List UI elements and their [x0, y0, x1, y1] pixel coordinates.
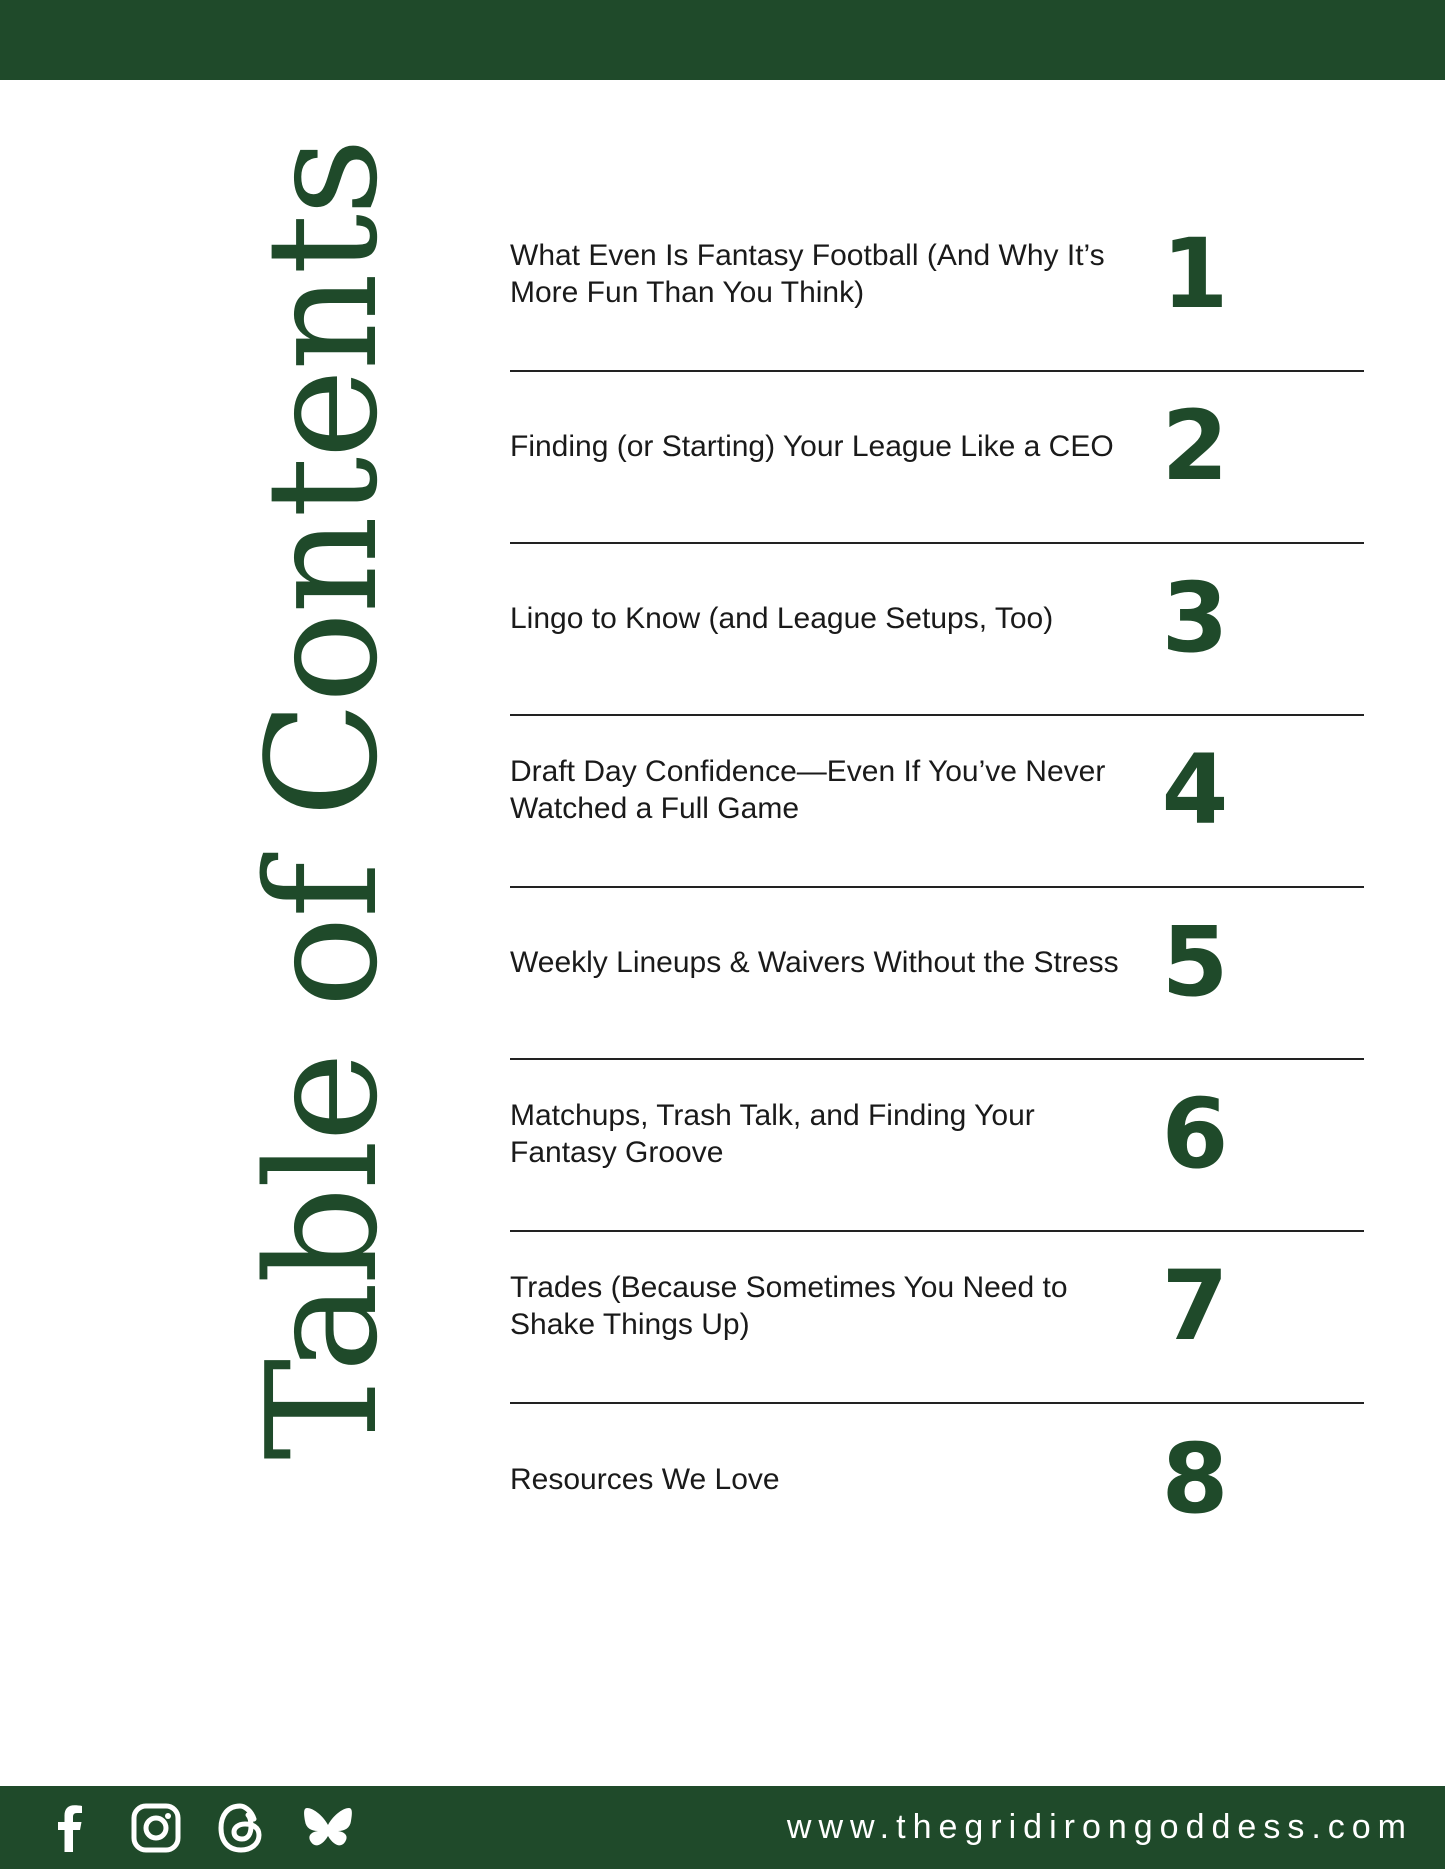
- toc-number: 6: [1161, 1078, 1229, 1190]
- header-bar: [0, 0, 1445, 80]
- toc-number: 5: [1161, 906, 1229, 1018]
- toc-row-6[interactable]: [510, 1060, 1364, 1232]
- threads-icon[interactable]: [214, 1800, 270, 1856]
- social-links: [42, 1796, 356, 1860]
- toc-label: Finding (or Starting) Your League Like a CEO: [510, 429, 1114, 463]
- toc-row-4[interactable]: [510, 716, 1364, 888]
- toc-label: Matchups, Trash Talk, and Finding Your Fantasy Groove: [510, 1099, 1035, 1169]
- toc-label: What Even Is Fantasy Football (And Why It’s More Fun Than You Think): [510, 239, 1105, 309]
- toc-row-8[interactable]: [510, 1404, 1364, 1576]
- toc-number: 4: [1161, 734, 1229, 846]
- page-title: Table of Contents: [234, 139, 411, 1460]
- facebook-icon[interactable]: [42, 1800, 98, 1856]
- website-link[interactable]: www.thegridirongoddess.com: [786, 1808, 1413, 1846]
- bluesky-icon[interactable]: [300, 1800, 356, 1856]
- toc-label: Lingo to Know (and League Setups, Too): [510, 601, 1054, 635]
- toc-row-3[interactable]: [510, 544, 1364, 716]
- toc-number: 8: [1161, 1423, 1229, 1535]
- instagram-icon[interactable]: [128, 1800, 184, 1856]
- toc-row-2[interactable]: [510, 372, 1364, 544]
- toc-label: Draft Day Confidence—Even If You’ve Never Watched a Full Game: [510, 755, 1106, 825]
- toc-row-7[interactable]: [510, 1232, 1364, 1404]
- toc-label: Weekly Lineups & Waivers Without the Stress: [510, 945, 1119, 979]
- toc-number: 7: [1161, 1250, 1229, 1362]
- toc-number: 3: [1161, 562, 1229, 674]
- toc-number: 1: [1161, 218, 1229, 330]
- toc-label: Trades (Because Sometimes You Need to Shake Things Up): [510, 1271, 1068, 1341]
- toc-row-1[interactable]: [510, 200, 1364, 372]
- table-of-contents: [510, 200, 1364, 1576]
- toc-row-5[interactable]: [510, 888, 1364, 1060]
- toc-number: 2: [1161, 390, 1229, 502]
- toc-label: Resources We Love: [510, 1462, 780, 1496]
